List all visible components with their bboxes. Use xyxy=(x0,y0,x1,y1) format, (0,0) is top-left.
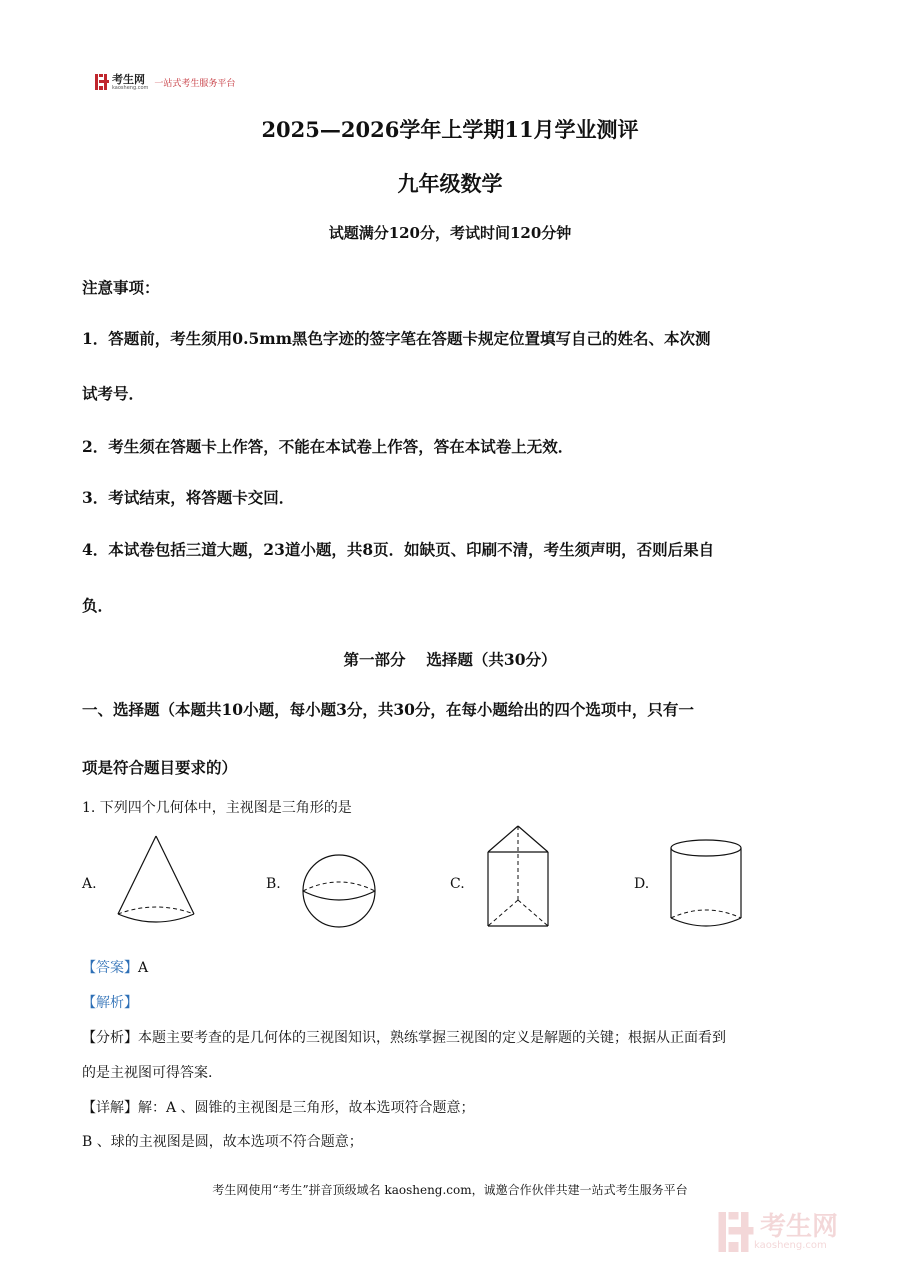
option-c-label: C. xyxy=(450,876,465,892)
logo-name: 考生网 xyxy=(112,72,145,86)
option-d-label: D. xyxy=(634,876,650,892)
note-item-3: 3．考试结束，将答题卡交回． xyxy=(82,488,295,507)
part-heading: 第一部分 选择题（共30分） xyxy=(343,650,557,669)
answer-tag: 【答案】 xyxy=(82,960,138,976)
note-item-2: 2．考生须在答题卡上作答，不能在本试卷上作答，答在本试卷上无效． xyxy=(82,437,574,456)
cylinder-icon xyxy=(668,838,744,934)
option-a-label: A. xyxy=(82,876,97,892)
note-item-4-cont: 负． xyxy=(82,596,114,615)
footer-text: 考生网使用“考生”拼音顶级域名 kaosheng.com，诚邀合作伙伴共建一站式考生服务平台 xyxy=(212,1183,688,1197)
detail-text-cont: B 、球的主视图是圆，故本选项不符合题意； xyxy=(82,1134,363,1150)
triangular-prism-icon xyxy=(484,824,552,934)
answer-value: A xyxy=(138,960,149,976)
logo-slogan: 一站式考生服务平台 xyxy=(154,78,236,89)
watermark xyxy=(718,1207,878,1257)
note-item-4: 4．本试卷包括三道大题，23道小题，共8页．如缺页、印刷不清，考生须声明，否则后果自 xyxy=(82,540,715,559)
detail-text: 【详解】解：A 、圆锥的主视图是三角形，故本选项符合题意； xyxy=(82,1100,475,1116)
exam-subject: 九年级数学 xyxy=(397,171,503,196)
question-stem: 1. 下列四个几何体中，主视图是三角形的是 xyxy=(82,800,352,816)
watermark-logo-icon xyxy=(718,1212,754,1252)
watermark-name: 考生网 xyxy=(760,1211,839,1242)
logo-domain: kaosheng.com xyxy=(112,84,149,91)
sphere-icon xyxy=(300,851,378,935)
notes-title: 注意事项： xyxy=(82,278,160,297)
logo-icon xyxy=(95,74,109,90)
cone-icon xyxy=(116,834,198,930)
section-heading: 一、选择题（本题共10小题，每小题3分，共30分，在每小题给出的四个选项中，只有一 xyxy=(82,700,694,719)
exam-title: 2025—2026学年上学期11月学业测评 xyxy=(261,117,639,142)
analysis-tag: 【解析】 xyxy=(82,995,138,1011)
analysis-text-cont: 的是主视图可得答案. xyxy=(82,1065,213,1081)
header-logo[interactable] xyxy=(95,72,235,92)
note-item-1-cont: 试考号． xyxy=(82,384,145,403)
watermark-domain: kaosheng.com xyxy=(754,1239,827,1251)
analysis-text: 【分析】本题主要考查的是几何体的三视图知识，熟练掌握三视图的定义是解题的关键；根据从正面看到 xyxy=(82,1030,726,1046)
note-item-1: 1．答题前，考生须用0.5mm黑色字迹的签字笔在答题卡规定位置填写自己的姓名、本次测 xyxy=(82,329,711,348)
section-heading-cont: 项是符合题目要求的） xyxy=(82,758,238,777)
answer-line xyxy=(82,957,148,977)
option-b-label: B. xyxy=(266,876,281,892)
exam-info: 试题满分120分，考试时间120分钟 xyxy=(328,224,572,242)
